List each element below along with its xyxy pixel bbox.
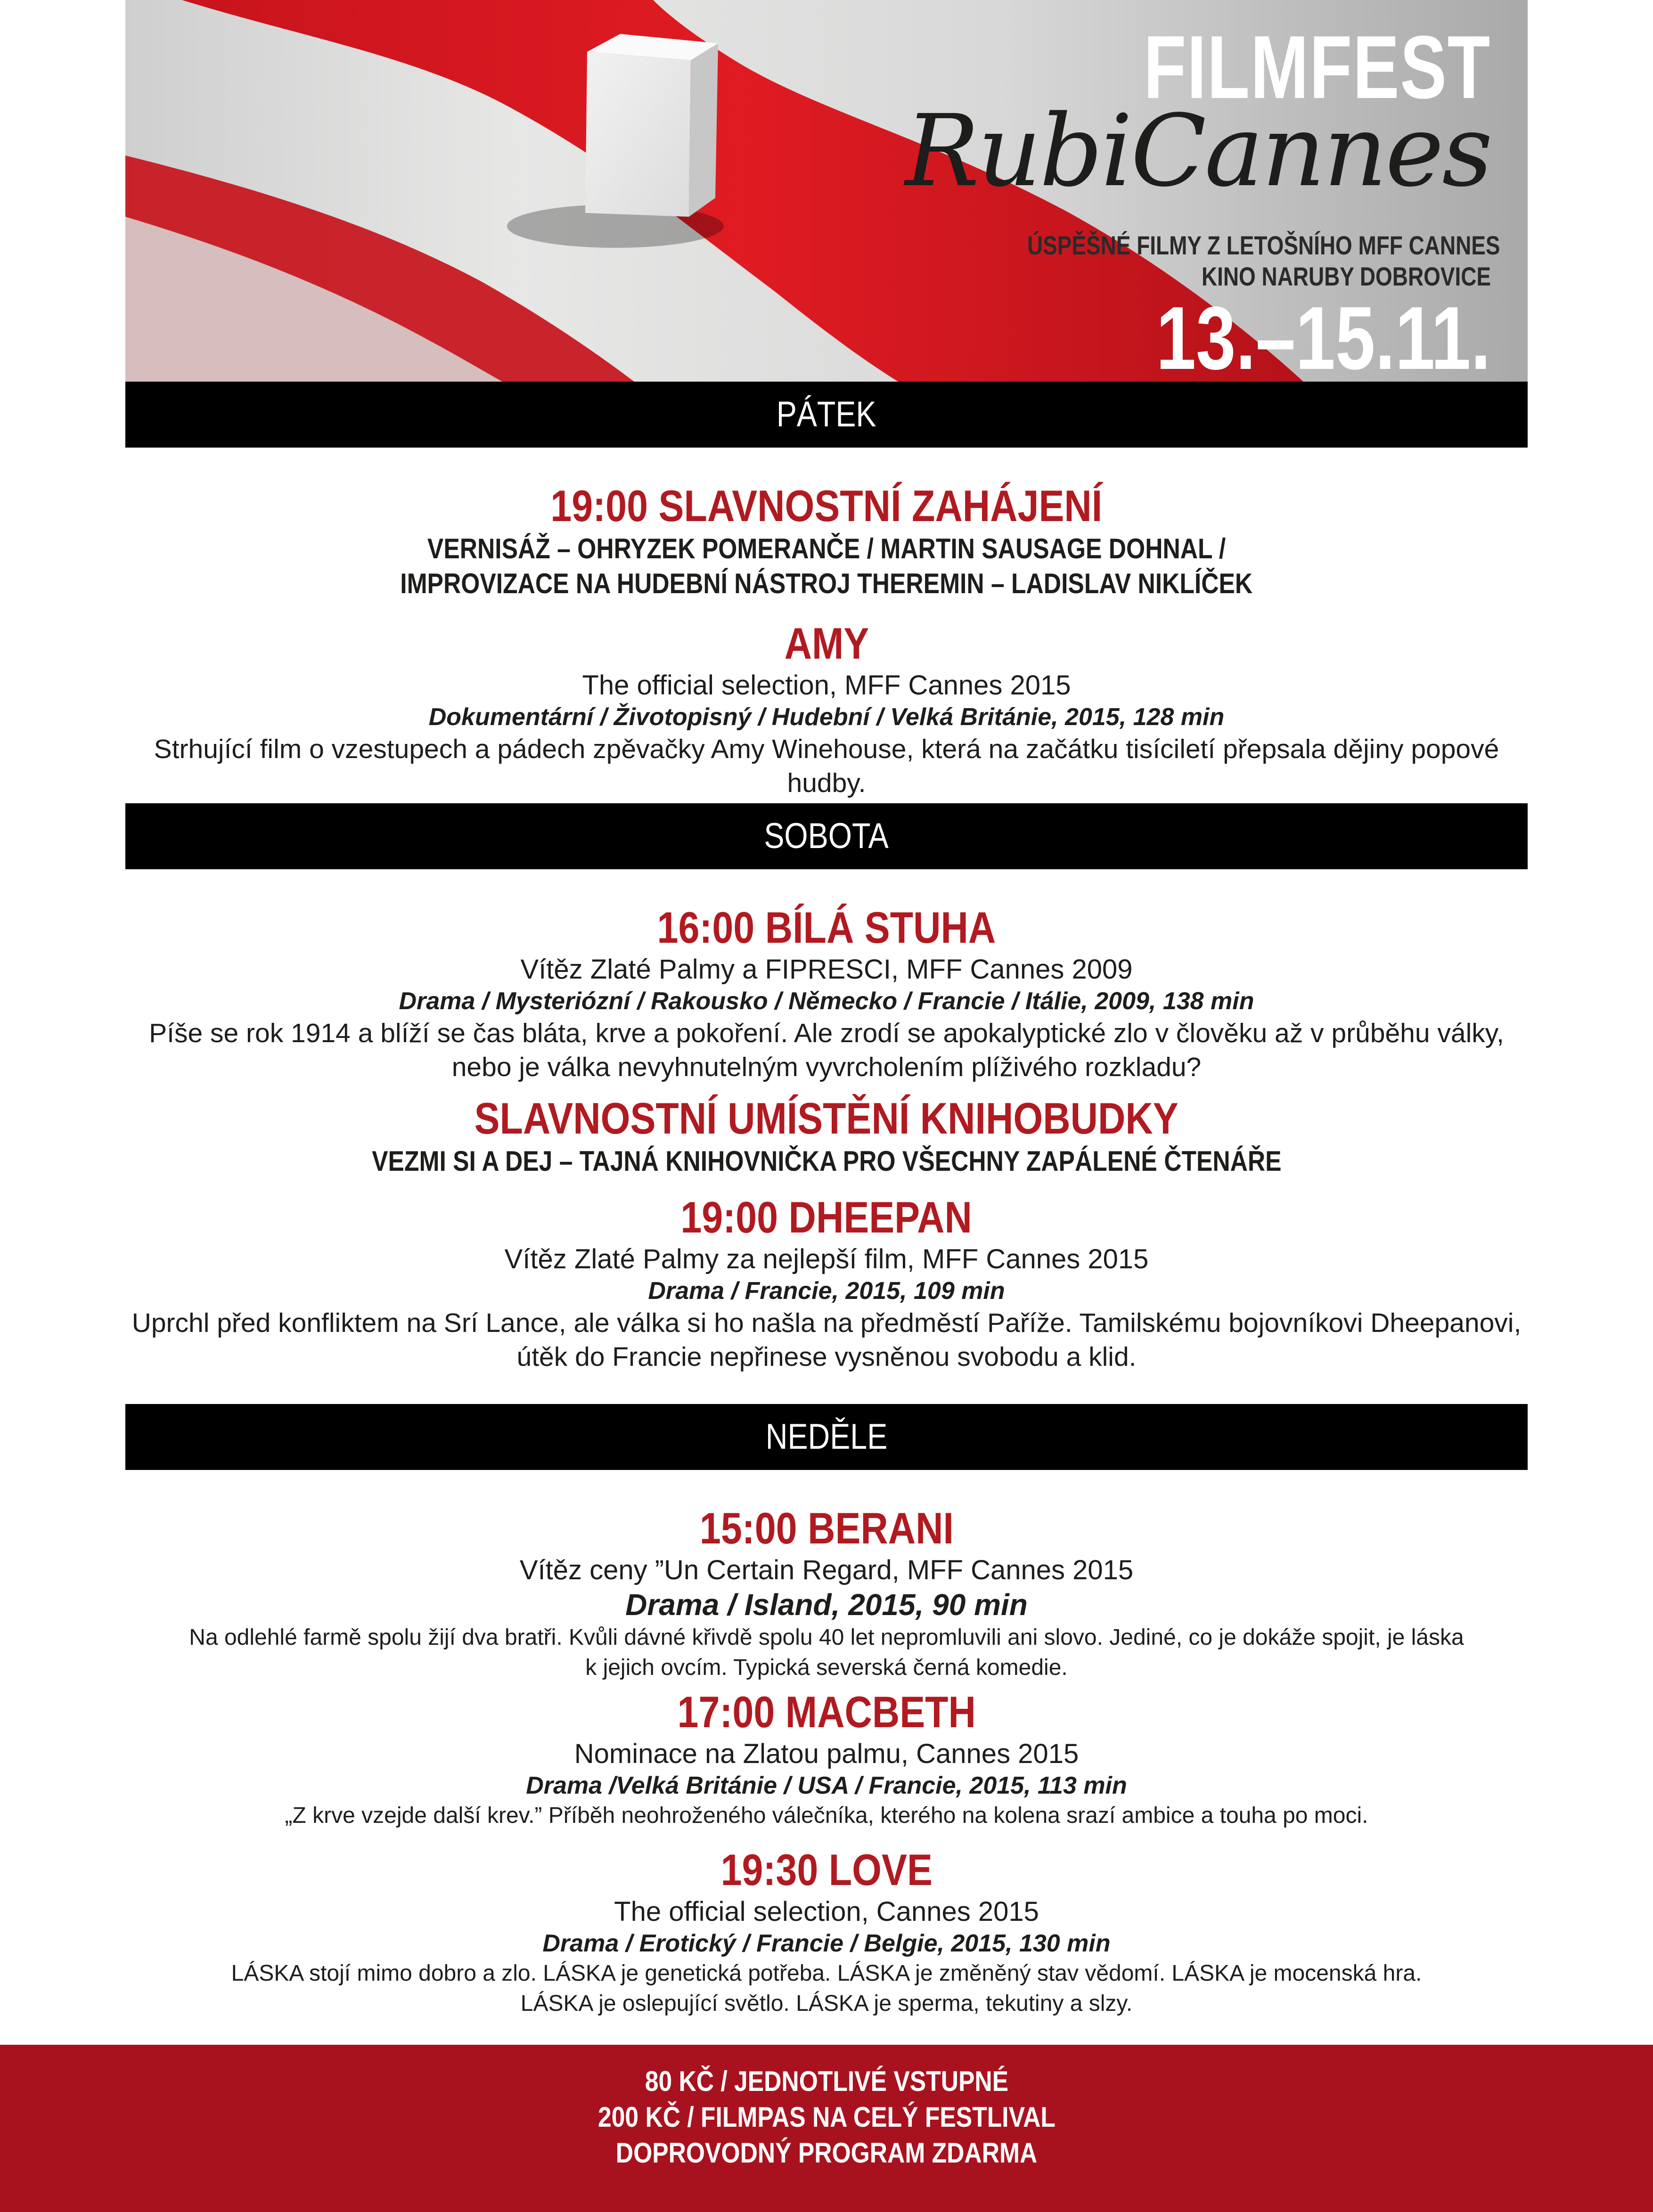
film-selection: The official selection, MFF Cannes 2015 — [582, 670, 1071, 701]
film-macbeth — [125, 1687, 1528, 1831]
price-pass: 200 KČ / FILMPAS NA CELÝ FESTLIVAL — [597, 2101, 1056, 2133]
film-meta: Drama / Erotický / Francie / Belgie, 2015, 130 min — [542, 1930, 1111, 1957]
festival-subtitle-line-2: KINO NARUBY DOBROVICE — [1201, 261, 1491, 291]
film-selection: Vítěz ceny ”Un Certain Regard, MFF Cannes 2015 — [519, 1555, 1134, 1585]
film-meta: Drama / Island, 2015, 90 min — [625, 1588, 1028, 1622]
film-description-line-1: Píše se rok 1914 a blíží se čas bláta, krve a pokoření. Ale zrodí se apokalyptické zlo v člověku až v průběhu války, — [149, 1018, 1504, 1048]
friday-opening — [125, 481, 1528, 601]
film-title: 19:00 DHEEPAN — [680, 1192, 973, 1242]
pricing-footer — [0, 2045, 1653, 2212]
film-meta: Drama /Velká Británie / USA / Francie, 2015, 113 min — [526, 1772, 1127, 1799]
film-description: Strhující film o vzestupech a pádech zpěvačky Amy Winehouse, která na začátku tisíciletí přepsala dějiny popové hudby. — [154, 734, 1499, 798]
film-selection: The official selection, Cannes 2015 — [614, 1896, 1039, 1927]
free-program: DOPROVODNÝ PROGRAM ZDARMA — [615, 2137, 1038, 2169]
film-description-line-1: Uprchl před konfliktem na Srí Lance, ale válka si ho našla na předměstí Paříže. Tamilskému bojovníkovi Dheepanovi, — [131, 1308, 1522, 1338]
film-meta: Drama / Francie, 2015, 109 min — [648, 1277, 1005, 1305]
day-header-sunday — [125, 1404, 1528, 1470]
film-selection: Vítěz Zlaté Palmy a FIPRESCI, MFF Cannes 2009 — [520, 954, 1133, 985]
film-title: AMY — [784, 619, 869, 668]
day-header-saturday — [125, 803, 1528, 869]
event-line: IMPROVIZACE NA HUDEBNÍ NÁSTROJ THEREMIN – LADISLAV NIKLÍČEK — [400, 568, 1253, 599]
film-title: 19:30 LOVE — [720, 1845, 933, 1894]
film-description-line-2: LÁSKA je oslepující světlo. LÁSKA je sperma, tekutiny a slzy. — [520, 1991, 1133, 2016]
day-label: NEDĚLE — [765, 1417, 888, 1457]
festival-title: FILMFEST — [1144, 17, 1491, 117]
festival-script-title: RubiCannes — [905, 93, 1491, 209]
price-single: 80 KČ / JEDNOTLIVÉ VSTUPNÉ — [645, 2065, 1008, 2097]
film-description-line-1: LÁSKA stojí mimo dobro a zlo. LÁSKA je genetická potřeba. LÁSKA je změněný stav vědomí. LÁSKA je mocenská hra. — [231, 1961, 1422, 1986]
film-title: 17:00 MACBETH — [677, 1687, 976, 1737]
festival-dates: 13.–15.11. — [1156, 288, 1491, 382]
event-title: SLAVNOSTNÍ UMÍSTĚNÍ KNIHOBUDKY — [474, 1094, 1179, 1143]
film-love — [125, 1845, 1528, 2019]
film-description-line-2: k jejich ovcím. Typická severská černá komedie. — [585, 1655, 1068, 1680]
festival-branding — [905, 17, 1500, 382]
day-label: PÁTEK — [777, 394, 876, 434]
event-line: VERNISÁŽ – OHRYZEK POMERANČE / MARTIN SAUSAGE DOHNAL / — [427, 533, 1226, 564]
film-description-line-2: nebo je válka nevyhnutelným vyvrcholením plíživého rozkladu? — [451, 1052, 1202, 1082]
film-description-line-1: Na odlehlé farmě spolu žijí dva bratři. Kvůli dávné křivdě spolu 40 let nepromluvili ani slovo. Jediné, co je dokáže spojit, je láska — [189, 1625, 1464, 1650]
day-label: SOBOTA — [764, 816, 889, 856]
film-amy — [125, 618, 1528, 800]
film-berani — [125, 1503, 1528, 1683]
film-description-line-2: útěk do Francie nepřinese vysněnou svobodu a klid. — [516, 1342, 1137, 1372]
film-title: 15:00 BERANI — [699, 1503, 954, 1553]
event-line: VEZMI SI A DEJ – TAJNÁ KNIHOVNIČKA PRO VŠECHNY ZAPÁLENÉ ČTENÁŘE — [371, 1145, 1282, 1177]
event-knihobudka — [125, 1093, 1528, 1179]
film-meta: Dokumentární / Životopisný / Hudební / Velká Británie, 2015, 128 min — [428, 703, 1225, 731]
film-dheepan — [125, 1192, 1528, 1374]
header-banner — [125, 0, 1528, 382]
film-bila-stuha — [125, 902, 1528, 1084]
festival-subtitle-line-1: ÚSPĚŠNÉ FILMY Z LETOŠNÍHO MFF CANNES — [1027, 230, 1500, 260]
film-meta: Drama / Mysteriózní / Rakousko / Německo / Francie / Itálie, 2009, 138 min — [399, 988, 1254, 1015]
film-description-line-1: „Z krve vzejde další krev.” Příběh neohroženého válečníka, kterého na kolena srazí ambice a touha po moci. — [285, 1803, 1368, 1828]
day-header-friday — [125, 382, 1528, 448]
film-selection: Nominace na Zlatou palmu, Cannes 2015 — [574, 1739, 1079, 1769]
event-title: 19:00 SLAVNOSTNÍ ZAHÁJENÍ — [550, 481, 1103, 531]
film-selection: Vítěz Zlaté Palmy za nejlepší film, MFF Cannes 2015 — [504, 1244, 1149, 1274]
film-title: 16:00 BÍLÁ STUHA — [657, 903, 996, 952]
festival-subtitle — [1027, 230, 1500, 292]
